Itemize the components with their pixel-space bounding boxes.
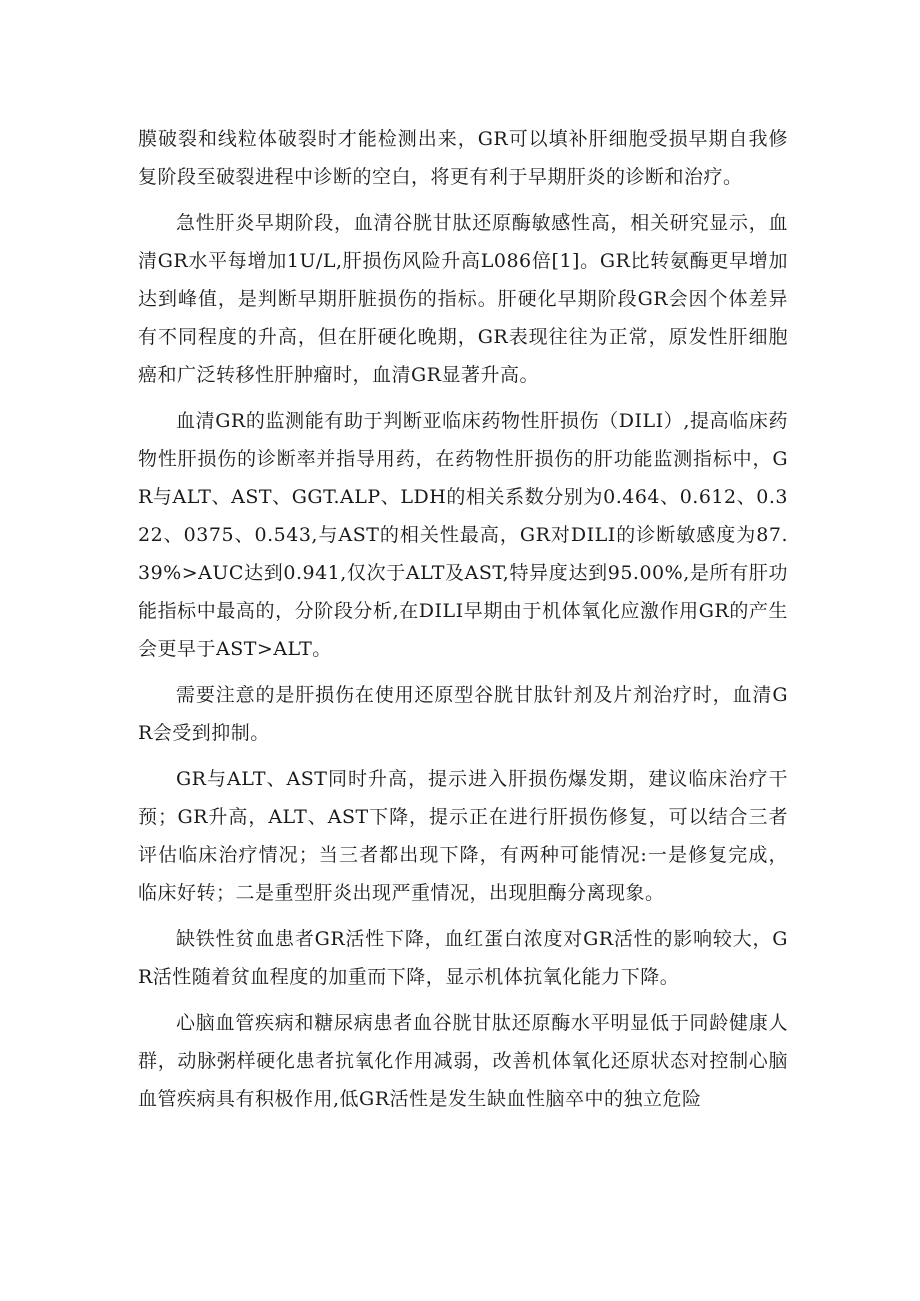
paragraph-dili: 血清GR的监测能有助于判断亚临床药物性肝损伤（DILI）,提高临床药物性肝损伤的诊断率并指导用药，在药物性肝损伤的肝功能监测指标中，GR与ALT、AST、GGT.ALP、LDH的相关系数分别为0.464、0.612、0.322、0375、0.543,与AST的相关性最高，GR对DILI的诊断敏感度为87.39%>AUC达到0.941,仅次于ALT及AST,特异度达到95.00%,是所有肝功能指标中最高的，分阶段分析,在DILI早期由于机体氧化应激作用GR的产生会更早于AST>ALT。 bbox=[138, 410, 788, 660]
paragraph-cardiovascular: 心脑血管疾病和糖尿病患者血谷胱甘肽还原酶水平明显低于同龄健康人群，动脉粥样硬化患者抗氧化作用减弱，改善机体氧化还原状态对控制心脑血管疾病具有积极作用,低GR活性是发生缺血性脑卒中的独立危险 bbox=[138, 1012, 788, 1110]
paragraph-anemia: 缺铁性贫血患者GR活性下降，血红蛋白浓度对GR活性的影响较大，GR活性随着贫血程度的加重而下降，显示机体抗氧化能力下降。 bbox=[138, 928, 788, 988]
body-text bbox=[138, 120, 788, 1126]
paragraph-glutathione-note: 需要注意的是肝损伤在使用还原型谷胱甘肽针剂及片剂治疗时，血清GR会受到抑制。 bbox=[138, 684, 788, 744]
paragraph-acute-hepatitis: 急性肝炎早期阶段，血清谷胱甘肽还原酶敏感性高，相关研究显示，血清GR水平每增加1U/L,肝损伤风险升高L086倍[1]。GR比转氨酶更早增加达到峰值，是判断早期肝脏损伤的指标。肝硬化早期阶段GR会因个体差异有不同程度的升高，但在肝硬化晚期，GR表现往往为正常，原发性肝细胞癌和广泛转移性肝肿瘤时，血清GR显著升高。 bbox=[138, 212, 788, 386]
paragraph-gr-alt-ast: GR与ALT、AST同时升高，提示进入肝损伤爆发期，建议临床治疗干预；GR升高，ALT、AST下降，提示正在进行肝损伤修复，可以结合三者评估临床治疗情况；当三者都出现下降，有两种可能情况:一是修复完成，临床好转；二是重型肝炎出现严重情况，出现胆酶分离现象。 bbox=[138, 768, 788, 904]
paragraph-continuation: 膜破裂和线粒体破裂时才能检测出来，GR可以填补肝细胞受损早期自我修复阶段至破裂进程中诊断的空白，将更有利于早期肝炎的诊断和治疗。 bbox=[138, 128, 788, 188]
